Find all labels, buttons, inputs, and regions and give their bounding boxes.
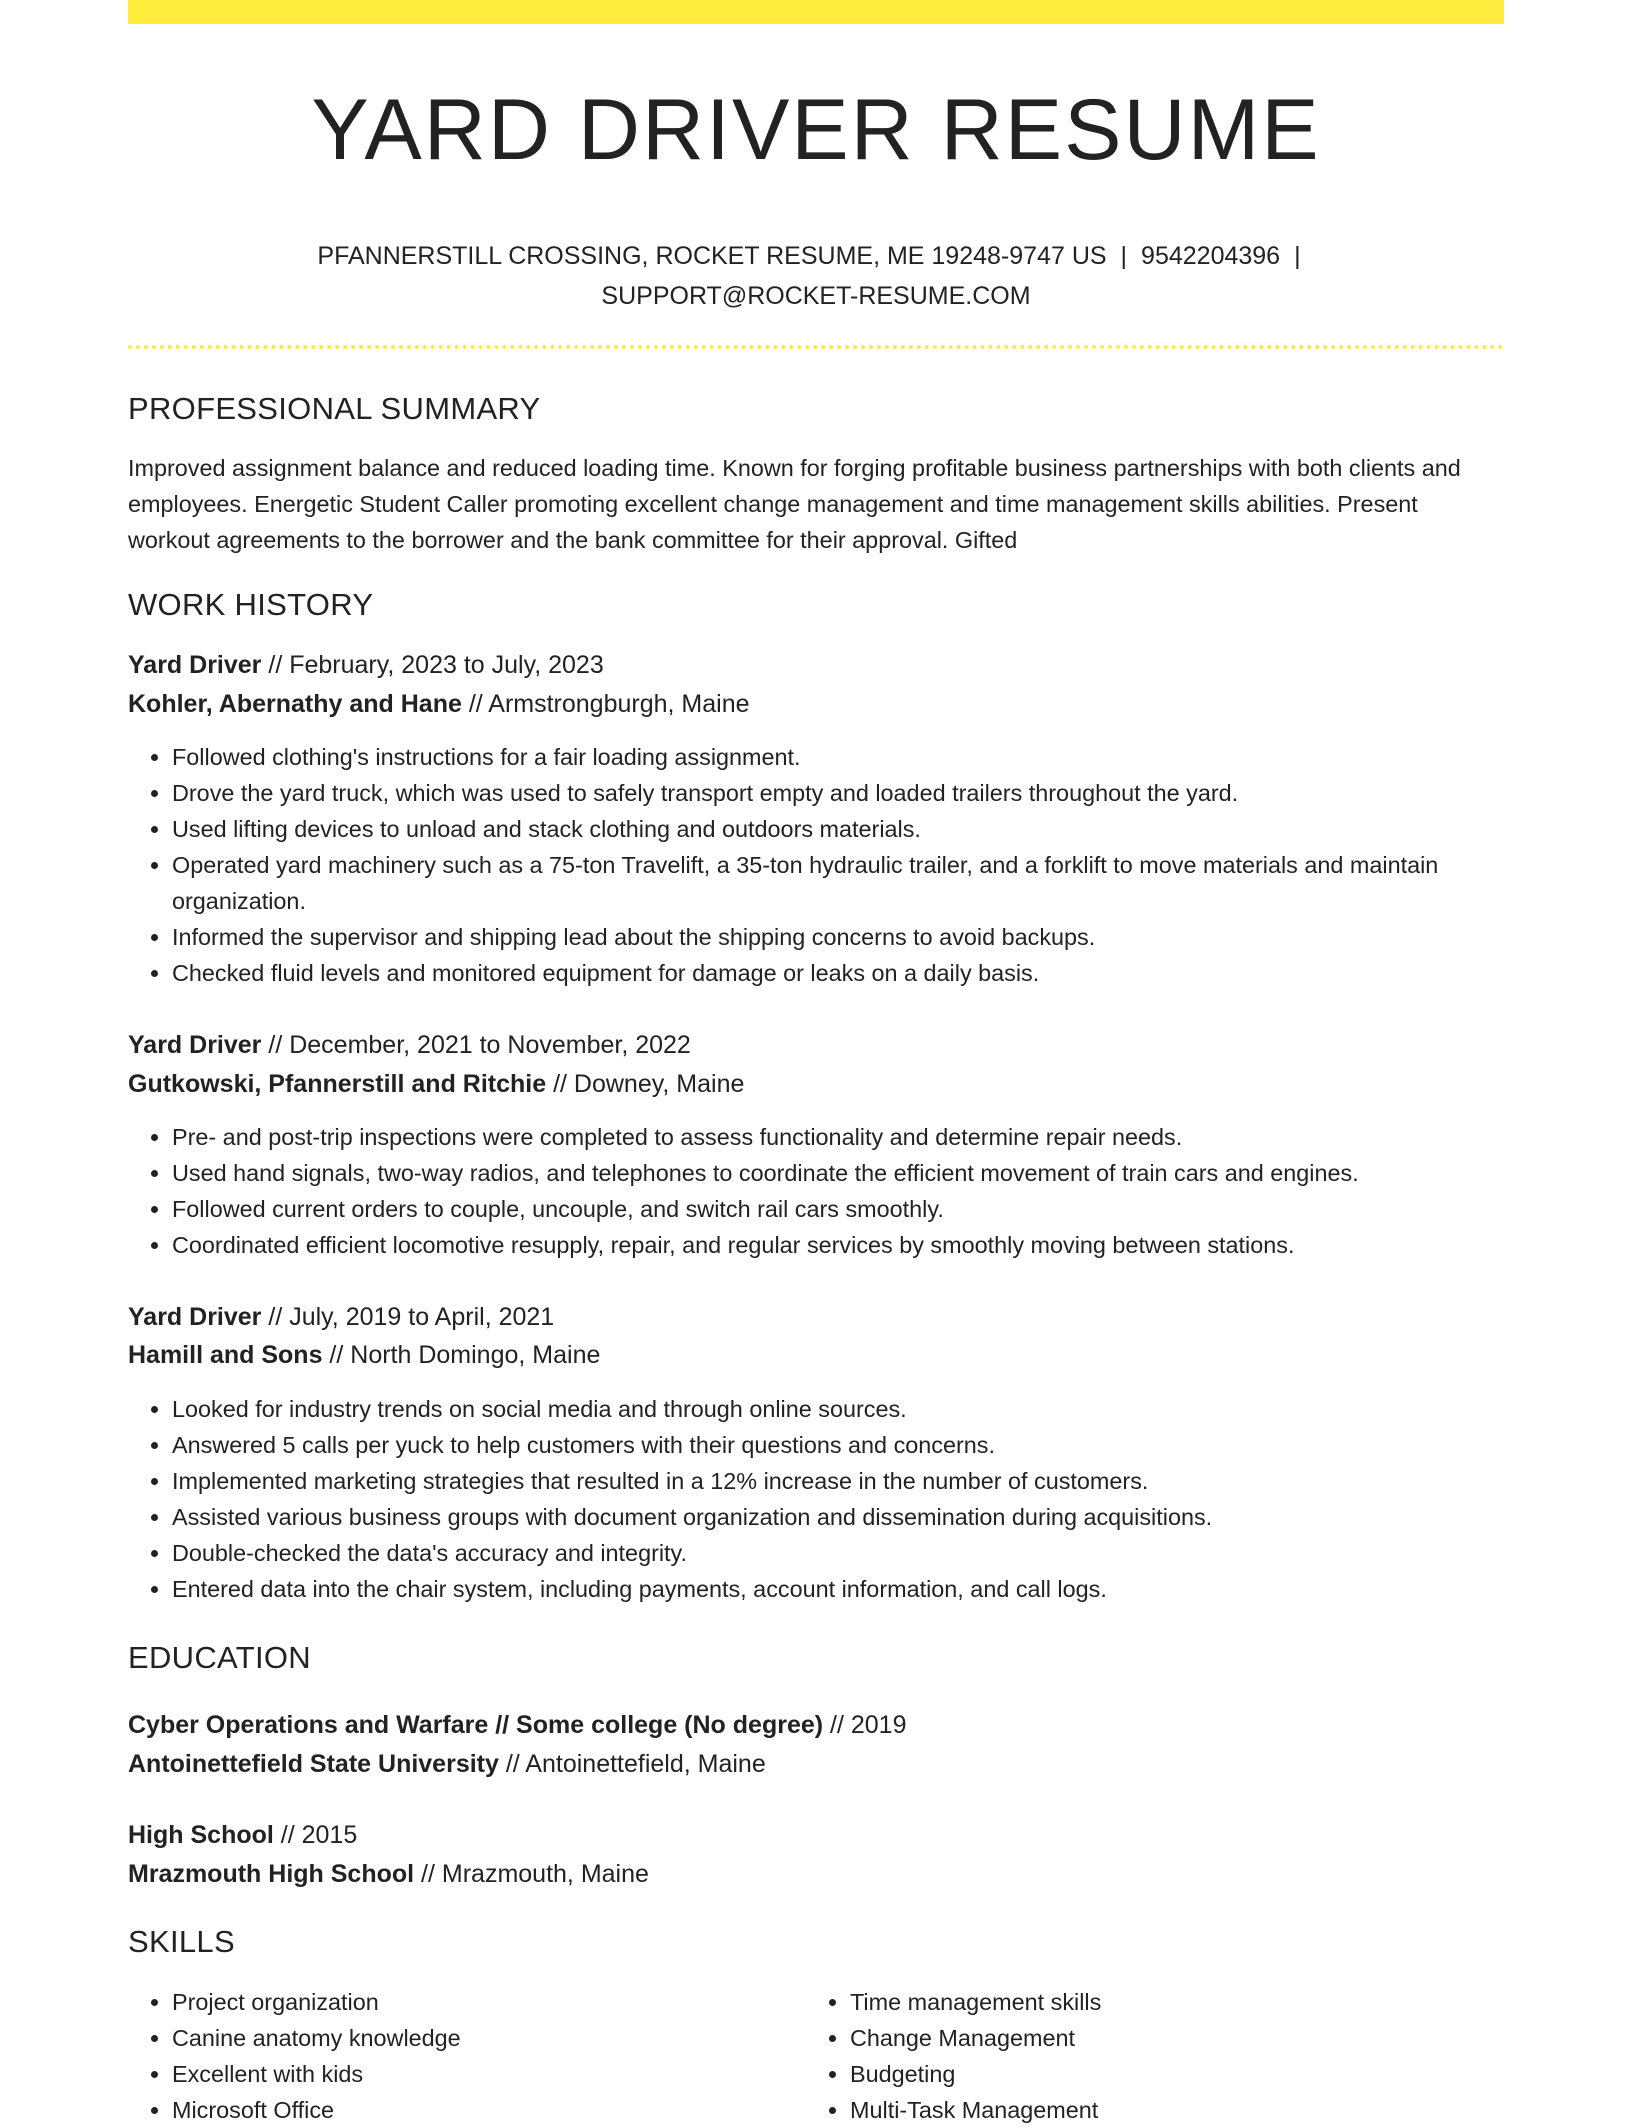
list-item: • Assisted various business groups with document organization and dissemination during acquisitions. <box>172 1499 1504 1535</box>
contact-phone: 9542204396 <box>1141 242 1281 270</box>
list-item: • Coordinated efficient locomotive resupply, repair, and regular services by smoothly moving between stations. <box>172 1227 1504 1263</box>
job-title: Yard Driver <box>128 651 262 679</box>
education-degree-line <box>128 1707 907 1743</box>
education-location: // Antoinettefield, Maine <box>498 1750 766 1778</box>
job-location: // North Domingo, Maine <box>322 1341 601 1369</box>
list-item: • Used hand signals, two-way radios, and telephones to coordinate the efficient movement of train cars and engines. <box>172 1155 1504 1191</box>
contact-email: SUPPORT@ROCKET-RESUME.COM <box>601 282 1031 310</box>
list-item: • Implemented marketing strategies that resulted in a 12% increase in the number of customers. <box>172 1463 1504 1499</box>
contact-address: PFANNERSTILL CROSSING, ROCKET RESUME, ME 19248-9747 US <box>317 242 1107 270</box>
job-company-line <box>128 1337 600 1373</box>
skills-list-left <box>128 1984 812 2128</box>
list-item: • Checked fluid levels and monitored equipment for damage or leaks on a daily basis. <box>172 955 1504 991</box>
top-accent-bar <box>128 0 1504 24</box>
job-location: // Armstrongburgh, Maine <box>461 690 750 718</box>
skill-item: • Budgeting <box>850 2056 1490 2092</box>
list-item: • Drove the yard truck, which was used to safely transport empty and loaded trailers throughout the yard. <box>172 775 1504 811</box>
education-school: Antoinettefield State University <box>128 1750 499 1778</box>
job-dates: // February, 2023 to July, 2023 <box>261 651 604 679</box>
education-degree-line <box>128 1817 357 1853</box>
contact-separator: | <box>1294 242 1301 270</box>
contact-separator: | <box>1120 242 1128 270</box>
header-divider <box>128 345 1504 349</box>
list-item: • Looked for industry trends on social media and through online sources. <box>172 1391 1504 1427</box>
job-company: Gutkowski, Pfannerstill and Ritchie <box>128 1070 547 1098</box>
job-title-line <box>128 647 604 683</box>
job-company-line <box>128 1066 744 1102</box>
skill-item: • Excellent with kids <box>172 2056 812 2092</box>
job-dates: // December, 2021 to November, 2022 <box>261 1031 691 1059</box>
job-bullets <box>128 739 1504 991</box>
education-school-line <box>128 1856 649 1892</box>
education-heading: EDUCATION <box>128 1640 311 1675</box>
skill-item: • Canine anatomy knowledge <box>172 2020 812 2056</box>
job-bullets <box>128 1119 1504 1263</box>
job-title: Yard Driver <box>128 1031 262 1059</box>
skill-item: • Time management skills <box>850 1984 1490 2020</box>
job-company: Hamill and Sons <box>128 1341 323 1369</box>
job-dates: // July, 2019 to April, 2021 <box>261 1303 555 1331</box>
contact-info <box>128 236 1504 316</box>
job-bullets <box>128 1391 1504 1607</box>
skill-item: • Change Management <box>850 2020 1490 2056</box>
education-degree: High School <box>128 1821 274 1849</box>
job-company-line <box>128 686 750 722</box>
work-history-heading: WORK HISTORY <box>128 587 374 622</box>
list-item: • Entered data into the chair system, including payments, account information, and call logs. <box>172 1571 1504 1607</box>
list-item: • Pre- and post-trip inspections were completed to assess functionality and determine repair needs. <box>172 1119 1504 1155</box>
job-company: Kohler, Abernathy and Hane <box>128 690 462 718</box>
list-item: • Followed clothing's instructions for a fair loading assignment. <box>172 739 1504 775</box>
summary-heading: PROFESSIONAL SUMMARY <box>128 391 541 426</box>
skill-item: • Multi-Task Management <box>850 2092 1490 2128</box>
list-item: • Informed the supervisor and shipping lead about the shipping concerns to avoid backups. <box>172 919 1504 955</box>
skills-heading: SKILLS <box>128 1924 235 1959</box>
education-location: // Mrazmouth, Maine <box>414 1860 649 1888</box>
job-location: // Downey, Maine <box>546 1070 745 1098</box>
education-school: Mrazmouth High School <box>128 1860 415 1888</box>
job-title-line <box>128 1299 554 1335</box>
list-item: • Followed current orders to couple, uncouple, and switch rail cars smoothly. <box>172 1191 1504 1227</box>
list-item: • Used lifting devices to unload and stack clothing and outdoors materials. <box>172 811 1504 847</box>
skill-item: • Project organization <box>172 1984 812 2020</box>
education-degree: Cyber Operations and Warfare // Some college (No degree) <box>128 1711 824 1739</box>
education-year: // 2019 <box>823 1711 907 1739</box>
skill-item: • Microsoft Office <box>172 2092 812 2128</box>
education-school-line <box>128 1746 766 1782</box>
page-title: YARD DRIVER RESUME <box>311 82 1321 178</box>
skills-list-right <box>806 1984 1490 2128</box>
summary-text: Improved assignment balance and reduced loading time. Known for forging profitable business partnerships with both clients and employees. Energetic Student Caller promoting excellent change management and time management skills abilities. Present workout agreements to the borrower and the bank committee for their approval. Gifted <box>128 455 1461 553</box>
job-title: Yard Driver <box>128 1303 262 1331</box>
education-year: // 2015 <box>273 1821 358 1849</box>
job-title-line <box>128 1027 691 1063</box>
list-item: • Double-checked the data's accuracy and integrity. <box>172 1535 1504 1571</box>
list-item: • Operated yard machinery such as a 75-ton Travelift, a 35-ton hydraulic trailer, and a forklift to move materials and maintain organization. <box>172 847 1504 919</box>
list-item: • Answered 5 calls per yuck to help customers with their questions and concerns. <box>172 1427 1504 1463</box>
